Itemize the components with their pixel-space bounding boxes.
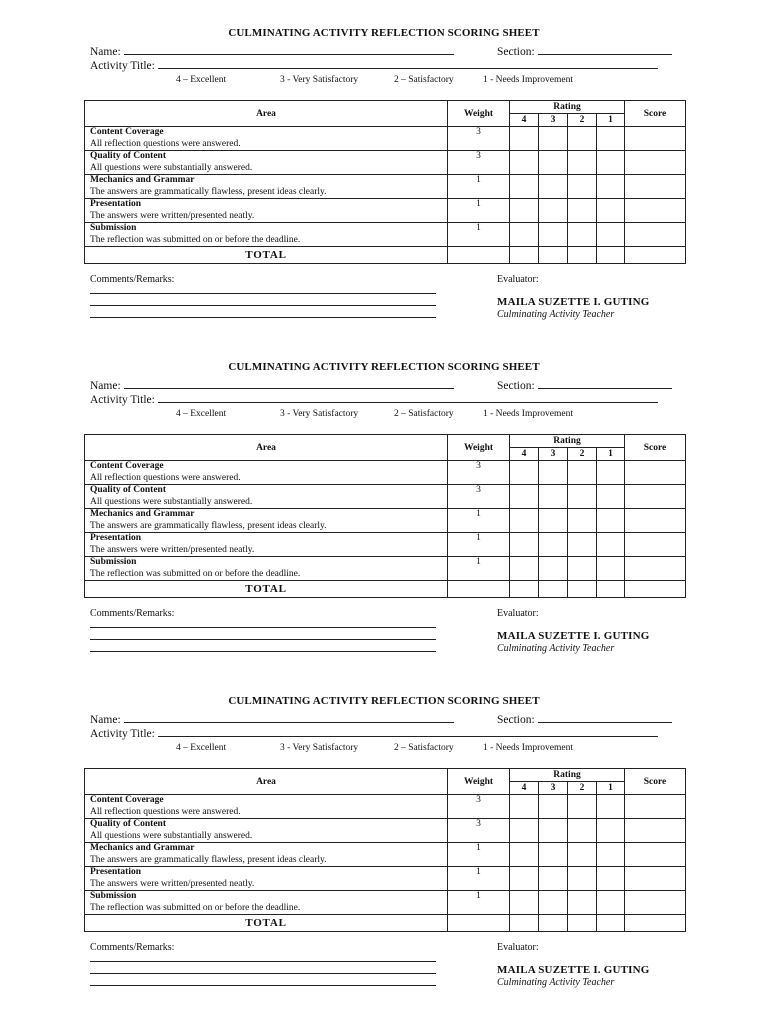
legend-excellent: 4 – Excellent [176, 409, 227, 419]
evaluator-label: Evaluator: [497, 608, 539, 619]
total-label: TOTAL [85, 247, 448, 264]
comments-line[interactable] [90, 651, 436, 652]
criteria-weight: 1 [448, 175, 510, 199]
total-rating-3-cell[interactable] [539, 581, 568, 598]
total-label: TOTAL [85, 581, 448, 598]
criteria-row [85, 127, 686, 151]
rubric-table [84, 100, 686, 264]
criteria-description: All questions were substantially answered. [90, 496, 253, 507]
rating-3-cell[interactable] [539, 199, 568, 223]
rating-4-cell[interactable] [510, 533, 539, 557]
rating-2-cell[interactable] [568, 843, 597, 867]
section-row [497, 711, 672, 726]
total-rating-1-cell[interactable] [597, 247, 625, 264]
rating-4-cell[interactable] [510, 557, 539, 581]
activity-title-field[interactable] [158, 57, 658, 69]
comments-line[interactable] [90, 305, 436, 306]
rating-1-header: 1 [597, 782, 625, 795]
comments-line[interactable] [90, 973, 436, 974]
criteria-weight: 1 [448, 557, 510, 581]
rating-2-cell[interactable] [568, 533, 597, 557]
criteria-description: The answers were written/presented neatly. [90, 544, 255, 555]
rating-2-cell[interactable] [568, 891, 597, 915]
criteria-row [85, 795, 686, 819]
rating-3-cell[interactable] [539, 151, 568, 175]
criteria-description: The reflection was submitted on or before the deadline. [90, 234, 301, 245]
rating-4-cell[interactable] [510, 461, 539, 485]
rating-2-cell[interactable] [568, 223, 597, 247]
rating-1-header: 1 [597, 114, 625, 127]
legend-satisfactory: 2 – Satisfactory [394, 409, 454, 419]
rating-3-header: 3 [539, 448, 568, 461]
rating-1-header: 1 [597, 448, 625, 461]
comments-label: Comments/Remarks: [90, 608, 175, 619]
criteria-title: Quality of Content [90, 819, 166, 829]
comments-line[interactable] [90, 639, 436, 640]
total-rating-4-cell[interactable] [510, 247, 539, 264]
criteria-title: Mechanics and Grammar [90, 509, 195, 519]
criteria-title: Submission [90, 891, 137, 901]
criteria-weight: 1 [448, 891, 510, 915]
area-header: Area [85, 769, 448, 795]
criteria-description: All questions were substantially answered. [90, 830, 253, 841]
rating-1-cell[interactable] [597, 843, 625, 867]
criteria-description: All reflection questions were answered. [90, 806, 241, 817]
rating-3-cell[interactable] [539, 533, 568, 557]
evaluator-name: MAILA SUZETTE I. GUTING [497, 296, 650, 308]
rating-3-cell[interactable] [539, 557, 568, 581]
rating-4-cell[interactable] [510, 127, 539, 151]
criteria-area-cell [85, 795, 448, 819]
criteria-title: Content Coverage [90, 795, 164, 805]
evaluator-name: MAILA SUZETTE I. GUTING [497, 964, 650, 976]
sheet-title: CULMINATING ACTIVITY REFLECTION SCORING SHEET [228, 695, 540, 707]
area-header: Area [85, 435, 448, 461]
section-label: Section: [497, 380, 535, 392]
rating-2-header: 2 [568, 114, 597, 127]
score-cell[interactable] [625, 533, 686, 557]
rating-header: Rating [510, 769, 625, 782]
activity-title-field[interactable] [158, 725, 658, 737]
rating-1-cell[interactable] [597, 151, 625, 175]
weight-header: Weight [448, 769, 510, 795]
legend-very-satisfactory: 3 - Very Satisfactory [280, 75, 359, 85]
activity-title-label: Activity Title: [90, 728, 155, 740]
evaluator-name: MAILA SUZETTE I. GUTING [497, 630, 650, 642]
section-row [497, 377, 672, 392]
criteria-area-cell [85, 509, 448, 533]
rating-4-cell[interactable] [510, 509, 539, 533]
rating-4-cell[interactable] [510, 819, 539, 843]
criteria-weight: 3 [448, 127, 510, 151]
legend-excellent: 4 – Excellent [176, 743, 227, 753]
rating-2-cell[interactable] [568, 127, 597, 151]
name-label: Name: [90, 380, 121, 392]
rating-2-cell[interactable] [568, 557, 597, 581]
criteria-weight: 1 [448, 509, 510, 533]
rating-2-cell[interactable] [568, 151, 597, 175]
total-weight-cell [448, 247, 510, 264]
total-rating-2-cell[interactable] [568, 247, 597, 264]
criteria-area-cell [85, 819, 448, 843]
header-row [85, 769, 686, 782]
weight-header: Weight [448, 101, 510, 127]
rating-3-header: 3 [539, 782, 568, 795]
evaluator-label: Evaluator: [497, 274, 539, 285]
criteria-weight: 3 [448, 461, 510, 485]
rating-4-header: 4 [510, 782, 539, 795]
criteria-weight: 1 [448, 867, 510, 891]
rating-3-cell[interactable] [539, 127, 568, 151]
criteria-description: The answers were written/presented neatly. [90, 878, 255, 889]
name-label: Name: [90, 714, 121, 726]
criteria-row [85, 509, 686, 533]
score-cell[interactable] [625, 819, 686, 843]
criteria-title: Quality of Content [90, 485, 166, 495]
rating-1-cell[interactable] [597, 819, 625, 843]
total-weight-cell [448, 581, 510, 598]
total-score-cell[interactable] [625, 247, 686, 264]
score-cell[interactable] [625, 223, 686, 247]
criteria-row [85, 819, 686, 843]
header-row [85, 435, 686, 448]
criteria-row [85, 175, 686, 199]
criteria-description: The answers were written/presented neatly. [90, 210, 255, 221]
rating-header: Rating [510, 101, 625, 114]
name-field[interactable] [124, 377, 454, 389]
rating-1-cell[interactable] [597, 461, 625, 485]
rating-4-cell[interactable] [510, 843, 539, 867]
rating-4-cell[interactable] [510, 223, 539, 247]
rating-3-cell[interactable] [539, 867, 568, 891]
rating-2-cell[interactable] [568, 175, 597, 199]
criteria-area-cell [85, 199, 448, 223]
criteria-body [85, 461, 686, 581]
comments-line[interactable] [90, 985, 436, 986]
rating-1-cell[interactable] [597, 867, 625, 891]
score-cell[interactable] [625, 485, 686, 509]
section-label: Section: [497, 714, 535, 726]
score-header: Score [625, 101, 686, 127]
criteria-weight: 3 [448, 795, 510, 819]
rating-1-cell[interactable] [597, 175, 625, 199]
criteria-row [85, 151, 686, 175]
total-rating-4-cell[interactable] [510, 915, 539, 932]
score-cell[interactable] [625, 891, 686, 915]
criteria-row [85, 533, 686, 557]
rating-1-cell[interactable] [597, 127, 625, 151]
criteria-title: Mechanics and Grammar [90, 175, 195, 185]
comments-label: Comments/Remarks: [90, 942, 175, 953]
rubric-table [84, 434, 686, 598]
criteria-body [85, 795, 686, 915]
activity-title-field[interactable] [158, 391, 658, 403]
rating-1-cell[interactable] [597, 891, 625, 915]
total-row [85, 915, 686, 932]
sheet-title: CULMINATING ACTIVITY REFLECTION SCORING SHEET [228, 27, 540, 39]
total-rating-1-cell[interactable] [597, 915, 625, 932]
sheet-title: CULMINATING ACTIVITY REFLECTION SCORING SHEET [228, 361, 540, 373]
rating-3-cell[interactable] [539, 175, 568, 199]
rating-2-cell[interactable] [568, 485, 597, 509]
header-row [85, 101, 686, 114]
activity-title-label: Activity Title: [90, 394, 155, 406]
rating-header: Rating [510, 435, 625, 448]
rating-4-cell[interactable] [510, 175, 539, 199]
criteria-title: Content Coverage [90, 127, 164, 137]
criteria-weight: 3 [448, 151, 510, 175]
rating-4-cell[interactable] [510, 867, 539, 891]
scoring-sheet-1 [0, 0, 768, 334]
legend-very-satisfactory: 3 - Very Satisfactory [280, 409, 359, 419]
criteria-row [85, 485, 686, 509]
criteria-area-cell [85, 151, 448, 175]
total-rating-1-cell[interactable] [597, 581, 625, 598]
score-cell[interactable] [625, 509, 686, 533]
rating-4-cell[interactable] [510, 199, 539, 223]
criteria-body [85, 127, 686, 247]
score-cell[interactable] [625, 867, 686, 891]
comments-line[interactable] [90, 627, 436, 628]
criteria-description: The answers are grammatically flawless, present ideas clearly. [90, 520, 327, 531]
evaluator-role: Culminating Activity Teacher [497, 309, 615, 320]
score-cell[interactable] [625, 557, 686, 581]
section-row [497, 43, 672, 58]
criteria-title: Presentation [90, 533, 142, 543]
total-rating-2-cell[interactable] [568, 581, 597, 598]
rating-2-cell[interactable] [568, 819, 597, 843]
legend-needs-improvement: 1 - Needs Improvement [483, 743, 573, 753]
comments-line[interactable] [90, 961, 436, 962]
rating-2-cell[interactable] [568, 461, 597, 485]
criteria-row [85, 199, 686, 223]
rating-4-cell[interactable] [510, 151, 539, 175]
criteria-description: The answers are grammatically flawless, present ideas clearly. [90, 854, 327, 865]
criteria-weight: 1 [448, 223, 510, 247]
area-header: Area [85, 101, 448, 127]
rating-3-cell[interactable] [539, 509, 568, 533]
criteria-row [85, 223, 686, 247]
legend-needs-improvement: 1 - Needs Improvement [483, 75, 573, 85]
criteria-weight: 1 [448, 843, 510, 867]
scoring-sheet-3 [0, 668, 768, 1002]
activity-row [90, 725, 658, 740]
rating-2-header: 2 [568, 782, 597, 795]
criteria-description: The reflection was submitted on or before the deadline. [90, 902, 301, 913]
criteria-description: All reflection questions were answered. [90, 138, 241, 149]
criteria-title: Mechanics and Grammar [90, 843, 195, 853]
rating-3-cell[interactable] [539, 843, 568, 867]
legend-satisfactory: 2 – Satisfactory [394, 75, 454, 85]
criteria-area-cell [85, 557, 448, 581]
criteria-area-cell [85, 223, 448, 247]
criteria-description: All reflection questions were answered. [90, 472, 241, 483]
criteria-area-cell [85, 867, 448, 891]
score-cell[interactable] [625, 843, 686, 867]
total-rating-3-cell[interactable] [539, 247, 568, 264]
section-field[interactable] [538, 377, 672, 389]
total-rating-2-cell[interactable] [568, 915, 597, 932]
criteria-description: The answers are grammatically flawless, present ideas clearly. [90, 186, 327, 197]
section-field[interactable] [538, 43, 672, 55]
evaluator-role: Culminating Activity Teacher [497, 643, 615, 654]
comments-line[interactable] [90, 293, 436, 294]
rating-4-header: 4 [510, 448, 539, 461]
evaluator-role: Culminating Activity Teacher [497, 977, 615, 988]
legend-needs-improvement: 1 - Needs Improvement [483, 409, 573, 419]
comments-label: Comments/Remarks: [90, 274, 175, 285]
criteria-description: The reflection was submitted on or before the deadline. [90, 568, 301, 579]
criteria-area-cell [85, 175, 448, 199]
scoring-sheet-2 [0, 334, 768, 668]
rating-2-cell[interactable] [568, 199, 597, 223]
rating-3-cell[interactable] [539, 485, 568, 509]
rating-1-cell[interactable] [597, 509, 625, 533]
rating-2-header: 2 [568, 448, 597, 461]
rating-4-header: 4 [510, 114, 539, 127]
total-score-cell[interactable] [625, 581, 686, 598]
criteria-weight: 1 [448, 533, 510, 557]
score-cell[interactable] [625, 795, 686, 819]
criteria-weight: 3 [448, 819, 510, 843]
score-cell[interactable] [625, 127, 686, 151]
criteria-title: Quality of Content [90, 151, 166, 161]
rating-1-cell[interactable] [597, 485, 625, 509]
rating-3-cell[interactable] [539, 223, 568, 247]
rating-3-cell[interactable] [539, 819, 568, 843]
rating-1-cell[interactable] [597, 795, 625, 819]
legend-very-satisfactory: 3 - Very Satisfactory [280, 743, 359, 753]
score-cell[interactable] [625, 151, 686, 175]
criteria-weight: 1 [448, 199, 510, 223]
rating-2-cell[interactable] [568, 867, 597, 891]
criteria-row [85, 557, 686, 581]
weight-header: Weight [448, 435, 510, 461]
score-cell[interactable] [625, 199, 686, 223]
rating-1-cell[interactable] [597, 199, 625, 223]
criteria-title: Content Coverage [90, 461, 164, 471]
rubric-table [84, 768, 686, 932]
activity-row [90, 391, 658, 406]
activity-title-label: Activity Title: [90, 60, 155, 72]
score-header: Score [625, 435, 686, 461]
comments-line[interactable] [90, 317, 436, 318]
name-field[interactable] [124, 43, 454, 55]
section-field[interactable] [538, 711, 672, 723]
total-row [85, 581, 686, 598]
rating-1-cell[interactable] [597, 533, 625, 557]
total-rating-3-cell[interactable] [539, 915, 568, 932]
score-cell[interactable] [625, 175, 686, 199]
rating-1-cell[interactable] [597, 223, 625, 247]
activity-row [90, 57, 658, 72]
total-weight-cell [448, 915, 510, 932]
criteria-title: Presentation [90, 199, 142, 209]
criteria-weight: 3 [448, 485, 510, 509]
rating-2-cell[interactable] [568, 795, 597, 819]
total-label: TOTAL [85, 915, 448, 932]
rating-3-cell[interactable] [539, 461, 568, 485]
rating-4-cell[interactable] [510, 485, 539, 509]
rating-4-cell[interactable] [510, 891, 539, 915]
criteria-area-cell [85, 533, 448, 557]
criteria-description: All questions were substantially answered. [90, 162, 253, 173]
criteria-area-cell [85, 461, 448, 485]
legend-excellent: 4 – Excellent [176, 75, 227, 85]
evaluator-label: Evaluator: [497, 942, 539, 953]
section-label: Section: [497, 46, 535, 58]
total-score-cell[interactable] [625, 915, 686, 932]
criteria-area-cell [85, 843, 448, 867]
name-row [90, 43, 454, 58]
name-field[interactable] [124, 711, 454, 723]
total-rating-4-cell[interactable] [510, 581, 539, 598]
criteria-title: Submission [90, 223, 137, 233]
criteria-row [85, 843, 686, 867]
criteria-area-cell [85, 127, 448, 151]
name-row [90, 377, 454, 392]
name-row [90, 711, 454, 726]
rating-2-cell[interactable] [568, 509, 597, 533]
total-row [85, 247, 686, 264]
rating-4-cell[interactable] [510, 795, 539, 819]
legend-satisfactory: 2 – Satisfactory [394, 743, 454, 753]
criteria-title: Presentation [90, 867, 142, 877]
criteria-row [85, 461, 686, 485]
rating-1-cell[interactable] [597, 557, 625, 581]
score-header: Score [625, 769, 686, 795]
criteria-row [85, 891, 686, 915]
rating-3-cell[interactable] [539, 795, 568, 819]
criteria-title: Submission [90, 557, 137, 567]
rating-3-header: 3 [539, 114, 568, 127]
score-cell[interactable] [625, 461, 686, 485]
criteria-row [85, 867, 686, 891]
criteria-area-cell [85, 891, 448, 915]
criteria-area-cell [85, 485, 448, 509]
rating-3-cell[interactable] [539, 891, 568, 915]
name-label: Name: [90, 46, 121, 58]
